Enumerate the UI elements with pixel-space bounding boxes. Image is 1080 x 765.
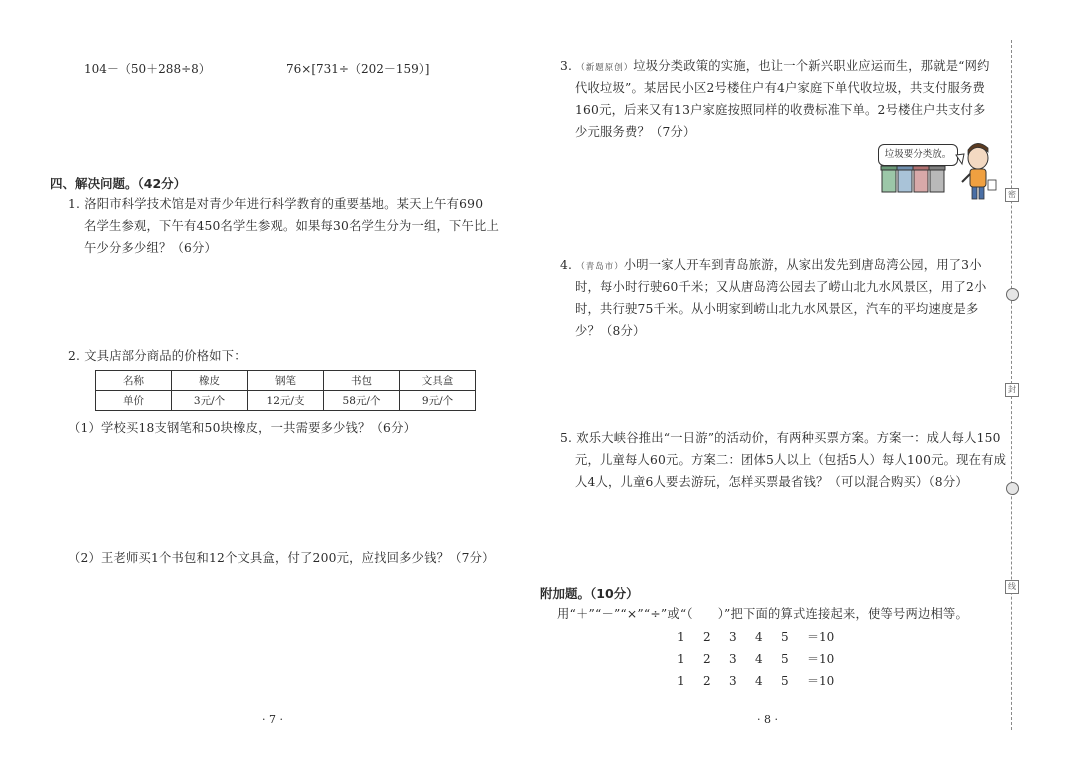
q3-tag: （新题原创） [576,63,634,73]
table-cell: 12元/支 [248,391,324,411]
eq-result: ＝10 [807,630,835,644]
binding-label: 线 [1005,580,1019,594]
q5-line: 5. 欢乐大峡谷推出“一日游”的活动价，有两种买票方案。方案一：成人每人150 [560,431,1001,445]
q2-intro: 2. 文具店部分商品的价格如下： [68,349,247,363]
eq-result: ＝10 [807,652,835,666]
expression-2: 76×[731÷（202－159）] [286,62,430,76]
equation-row [677,672,834,689]
binding-hole-icon [1006,288,1019,301]
q4-tag: （青岛市） [576,262,624,272]
eq-number: 5 [781,674,789,688]
bonus-title: 附加题。（10分） [540,586,639,601]
eq-number: 1 [677,630,685,644]
equation-row [677,650,834,667]
eq-number: 4 [755,652,763,666]
table-row [96,391,476,411]
speech-bubble: 垃圾要分类放。 [878,144,958,166]
q3-text: 垃圾分类政策的实施，也让一个新兴职业应运而生，那就是“网约 [633,59,990,73]
section4-title: 四、解决问题。（42分） [50,176,187,191]
q4-line: 少？（8分） [575,324,646,338]
binding-label: 密 [1005,188,1019,202]
page-number-right: · 8 · [757,713,778,726]
table-cell: 书包 [324,371,400,391]
eq-number: 4 [755,674,763,688]
table-cell: 9元/个 [400,391,476,411]
q4-line: 时，每小时行驶60千米；又从唐岛湾公园去了崂山北九水风景区，用了2小 [575,280,987,294]
table-cell: 单价 [96,391,172,411]
equation-row [677,628,834,645]
eq-number: 4 [755,630,763,644]
page-number-left: · 7 · [262,713,283,726]
q5-line: 人4人，儿童6人要去游玩，怎样买票最省钱？（可以混合购买）（8分） [575,475,968,489]
table-cell: 名称 [96,371,172,391]
q3-line: 少元服务费？（7分） [575,125,696,139]
q2-sub2: （2）王老师买1个书包和12个文具盒，付了200元，应找回多少钱？（7分） [68,551,495,565]
eq-number: 5 [781,652,789,666]
q1-line: 午少分多少组？（6分） [84,241,217,255]
eq-number: 1 [677,674,685,688]
q3-number: 3. [560,59,573,73]
recycling-bins-illustration [876,138,1006,204]
bonus-instruction: 用“＋”“－”“×”“÷”或“（ ）”把下面的算式连接起来，使等号两边相等。 [557,607,968,621]
q1-line: 1. 洛阳市科学技术馆是对青少年进行科学教育的重要基地。某天上午有690 [68,197,484,211]
table-cell: 58元/个 [324,391,400,411]
q3-line1 [560,55,990,79]
expression-1: 104－（50＋288÷8） [84,62,211,76]
q4-number: 4. [560,258,573,272]
q4-text: 小明一家人开车到青岛旅游，从家出发先到唐岛湾公园，用了3小 [623,258,982,272]
eq-number: 2 [703,630,711,644]
price-table [95,370,476,411]
eq-number: 5 [781,630,789,644]
q3-line: 代收垃圾”。某居民小区2号楼住户有4户家庭下单代收垃圾，共支付服务费 [575,81,985,95]
q4-line: 时，共行驶75千米。从小明家到崂山北九水风景区，汽车的平均速度是多 [575,302,979,316]
table-cell: 3元/个 [172,391,248,411]
q2-sub1: （1）学校买18支钢笔和50块橡皮，一共需要多少钱？（6分） [68,421,417,435]
eq-result: ＝10 [807,674,835,688]
table-header-row [96,371,476,391]
eq-number: 3 [729,630,737,644]
binding-hole-icon [1006,482,1019,495]
table-cell: 文具盒 [400,371,476,391]
binding-label: 封 [1005,383,1019,397]
eq-number: 1 [677,652,685,666]
eq-number: 2 [703,652,711,666]
q5-line: 元，儿童每人60元。方案二：团体5人以上（包括5人）每人100元。现在有成 [575,453,1007,467]
table-cell: 钢笔 [248,371,324,391]
q3-line: 160元，后来又有13户家庭按照同样的收费标准下单。2号楼住户共支付多 [575,103,986,117]
eq-number: 2 [703,674,711,688]
eq-number: 3 [729,652,737,666]
eq-number: 3 [729,674,737,688]
table-cell: 橡皮 [172,371,248,391]
q4-line1 [560,254,982,278]
q1-line: 名学生参观，下午有450名学生参观。如果每30名学生分为一组，下午比上 [84,219,500,233]
